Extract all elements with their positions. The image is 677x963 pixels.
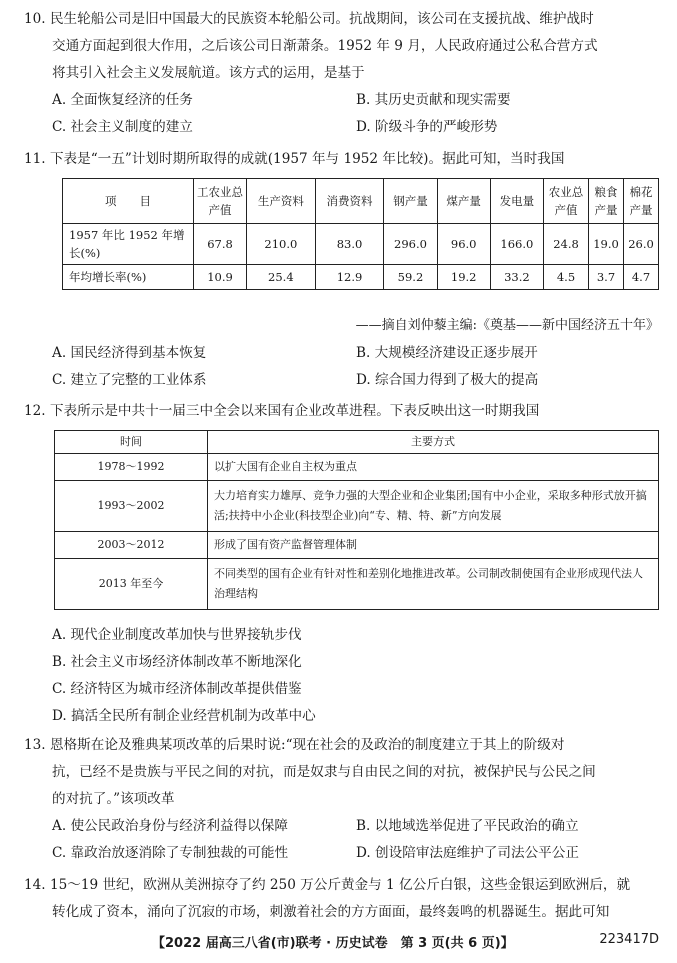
q10-stem-line3: 将其引入社会主义发展航道。该方式的运用，是基于 [52,65,365,81]
q10-option-a[interactable]: A. 全面恢复经济的任务 [52,92,193,108]
table-header-cell: 时间 [55,431,208,454]
q12-options [24,622,660,730]
q13-options-row1 [24,813,660,840]
q10-options-row1 [24,87,660,114]
table-cell: 1978～1992 [55,454,208,481]
table-cell: 210.0 [247,224,316,265]
table-cell: 26.0 [624,224,659,265]
q12-option-d[interactable]: D. 搞活全民所有制企业经营机制为改革中心 [52,708,316,724]
q13-option-a[interactable]: A. 使公民政治身份与经济利益得以保障 [52,818,288,834]
table-row [55,532,659,559]
question-13 [24,732,660,867]
question-14 [24,872,660,926]
table-cell: 67.8 [194,224,247,265]
table-cell: 33.2 [490,265,543,290]
table-row [63,265,659,290]
q11-option-c[interactable]: C. 建立了完整的工业体系 [52,372,207,388]
q13-option-d[interactable]: D. 创设陪审法庭维护了司法公平公正 [356,845,579,861]
table-header-cell: 项 目 [63,179,194,224]
table-header-cell: 钢产量 [384,179,437,224]
table-row [63,224,659,265]
question-10 [24,6,660,141]
table-cell: 1957 年比 1952 年增长(%) [63,224,194,265]
table-cell: 24.8 [544,224,589,265]
table-header-cell: 生产资料 [247,179,316,224]
table-cell: 形成了国有资产监督管理体制 [208,532,659,559]
table-cell: 59.2 [384,265,437,290]
table-cell: 166.0 [490,224,543,265]
table-cell: 不同类型的国有企业有针对性和差别化地推进改革。公司制改制使国有企业形成现代法人治理结构 [208,559,659,610]
q11-options-row1 [24,340,660,367]
q10-option-b[interactable]: B. 其历史贡献和现实需要 [356,92,511,108]
table-cell: 3.7 [589,265,624,290]
table-cell: 83.0 [315,224,384,265]
table-cell: 96.0 [437,224,490,265]
q12-option-a[interactable]: A. 现代企业制度改革加快与世界接轨步伐 [52,627,302,643]
q10-stem-line1: 10. 民生轮船公司是旧中国最大的民族资本轮船公司。抗战期间，该公司在支援抗战、维护战时 [24,11,594,27]
q10-stem-line2: 交通方面起到很大作用，之后该公司日渐萧条。1952 年 9 月，人民政府通过公私合营方式 [52,38,598,54]
q10-options-row2 [24,114,660,141]
table-header-row [55,431,659,454]
table-header-cell: 主要方式 [208,431,659,454]
q13-stem-line1: 13. 恩格斯在论及雅典某项改革的后果时说:“现在社会的及政治的制度建立于其上的阶级对 [24,737,565,753]
q11-option-a[interactable]: A. 国民经济得到基本恢复 [52,345,207,361]
q11-stem: 11. 下表是“一五”计划时期所取得的成就(1957 年与 1952 年比较)。据此可知，当时我国 [24,151,565,167]
q10-option-c[interactable]: C. 社会主义制度的建立 [52,119,193,135]
footer-title: 【2022 届高三八省(市)联考 · 历史试卷 第 3 页(共 6 页)】 [152,936,514,951]
table-header-cell: 工农业总产值 [194,179,247,224]
q10-option-d[interactable]: D. 阶级斗争的严峻形势 [356,119,498,135]
table-cell: 19.0 [589,224,624,265]
table-header-cell: 消费资料 [315,179,384,224]
table-cell: 296.0 [384,224,437,265]
table-header-row [63,179,659,224]
table-cell: 4.7 [624,265,659,290]
table-cell: 4.5 [544,265,589,290]
table-cell: 19.2 [437,265,490,290]
table-cell: 2003～2012 [55,532,208,559]
table-header-cell: 粮食产量 [589,179,624,224]
table-cell: 年均增长率(%) [63,265,194,290]
table-row [55,481,659,532]
table-cell: 12.9 [315,265,384,290]
table-row [55,559,659,610]
q11-source-citation: ——摘自刘仲藜主编:《奠基——新中国经济五十年》 [355,318,659,333]
q12-option-b[interactable]: B. 社会主义市场经济体制改革不断地深化 [52,654,302,670]
table-header-cell: 农业总产值 [544,179,589,224]
q11-options [24,340,660,394]
q11-option-b[interactable]: B. 大规模经济建设正逐步展开 [356,345,538,361]
q11-options-row2 [24,367,660,394]
table-cell: 大力培育实力雄厚、竞争力强的大型企业和企业集团;国有中小企业，采取多种形式放开搞活;扶持中小企业(科技型企业)向“专、精、特、新”方向发展 [208,481,659,532]
table-cell: 10.9 [194,265,247,290]
question-11 [24,146,660,173]
q13-stem-line2: 抗，已经不是贵族与平民之间的对抗，而是奴隶与自由民之间的对抗，被保护民与公民之间 [52,764,596,780]
table-cell: 2013 年至今 [55,559,208,610]
q11-option-d[interactable]: D. 综合国力得到了极大的提高 [356,372,539,388]
q12-stem: 12. 下表所示是中共十一届三中全会以来国有企业改革进程。下表反映出这一时期我国 [24,403,540,419]
table-cell: 1993～2002 [55,481,208,532]
table-header-cell: 发电量 [490,179,543,224]
q13-option-b[interactable]: B. 以地域选举促进了平民政治的确立 [356,818,579,834]
q14-stem-line2: 转化成了资本，涌向了沉寂的市场，刺激着社会的方方面面，最终轰鸣的机器诞生。据此可知 [52,904,610,920]
q12-option-c[interactable]: C. 经济特区为城市经济体制改革提供借鉴 [52,681,302,697]
table-row [55,454,659,481]
q11-table [62,178,659,290]
question-12 [24,398,660,425]
q13-option-c[interactable]: C. 靠政治放逐消除了专制独裁的可能性 [52,845,289,861]
table-header-cell: 煤产量 [437,179,490,224]
q14-stem-line1: 14. 15～19 世纪，欧洲从美洲掠夺了约 250 万公斤黄金与 1 亿公斤白银，这些金银运到欧洲后，就 [24,877,631,893]
q13-stem-line3: 的对抗了。”该项改革 [52,791,175,807]
table-header-cell: 棉花产量 [624,179,659,224]
q13-options-row2 [24,840,660,867]
footer-code: 223417D [599,932,659,947]
q12-table [54,430,659,610]
table-cell: 25.4 [247,265,316,290]
table-cell: 以扩大国有企业自主权为重点 [208,454,659,481]
